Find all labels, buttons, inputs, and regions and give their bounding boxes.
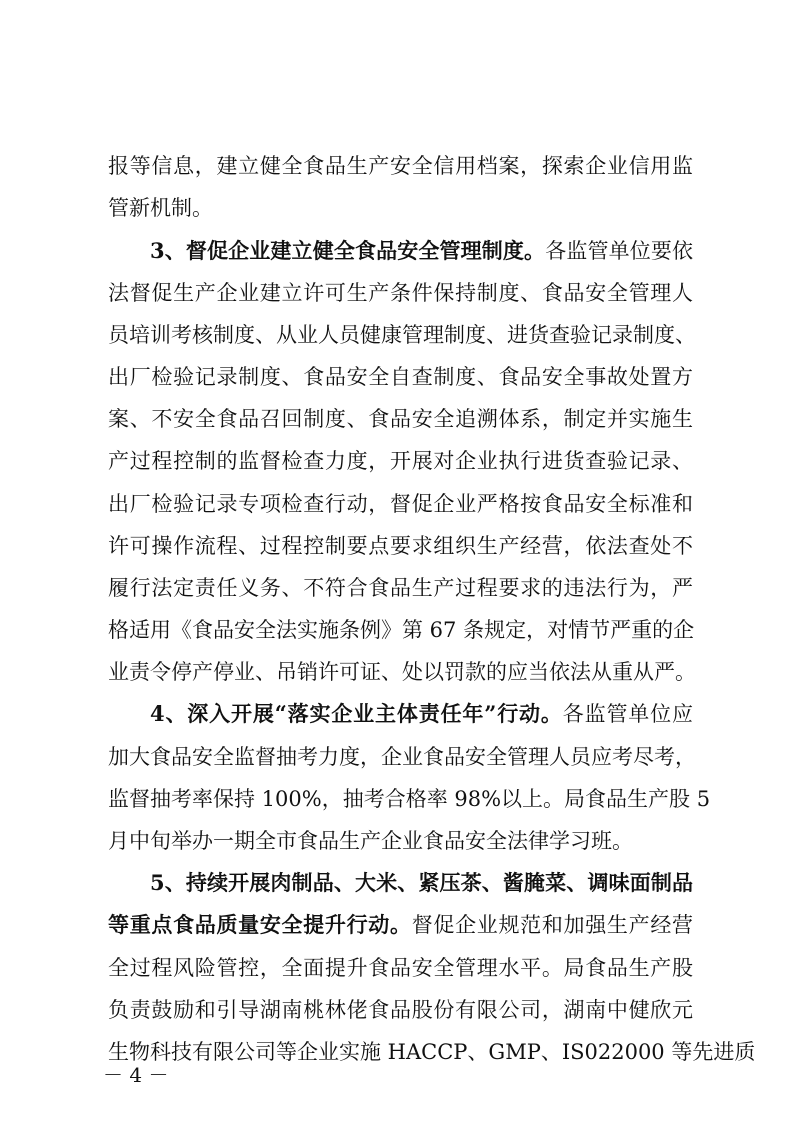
text-line: 月中旬举办一期全市食品生产企业食品安全法律学习班。 xyxy=(108,829,633,853)
section-4-heading-line: 4、深入开展“落实企业主体责任年”行动。各监管单位应 xyxy=(150,701,693,726)
text-line: 全过程风险管控，全面提升食品安全管理水平。局食品生产股 xyxy=(108,956,693,980)
text-line: 履行法定责任义务、不符合食品生产过程要求的违法行为，严 xyxy=(108,576,693,600)
section-3-heading: 3、督促企业建立健全食品安全管理制度。 xyxy=(150,238,546,263)
text-line: 管新机制。 xyxy=(108,196,213,220)
text-line: 负责鼓励和引导湖南桃林佬食品股份有限公司，湖南中健欣元 xyxy=(108,998,693,1022)
text-line: 许可操作流程、过程控制要点要求组织生产经营，依法查处不 xyxy=(108,534,693,558)
text-line: 案、不安全食品召回制度、食品安全追溯体系，制定并实施生 xyxy=(108,407,693,431)
section-5-heading-line-2: 等重点食品质量安全提升行动。督促企业规范和加强生产经营 xyxy=(108,912,694,937)
text-line: 监督抽考率保持 100%，抽考合格率 98%以上。局食品生产股 5 xyxy=(108,787,711,811)
page-number: － 4 － xyxy=(103,1063,169,1087)
text-line: 业责令停产停业、吊销许可证、处以罚款的应当依法从重从严。 xyxy=(108,660,696,684)
section-3-heading-line: 3、督促企业建立健全食品安全管理制度。各监管单位要依 xyxy=(150,238,693,263)
text-line: 加大食品安全监督抽考力度，企业食品安全管理人员应考尽考， xyxy=(108,745,696,769)
text-line: 出厂检验记录制度、食品安全自查制度、食品安全事故处置方 xyxy=(108,365,693,389)
text-line: 格适用《食品安全法实施条例》第 67 条规定，对情节严重的企 xyxy=(108,618,695,642)
text-line: 报等信息，建立健全食品生产安全信用档案，探索企业信用监 xyxy=(108,154,693,178)
text-line: 出厂检验记录专项检查行动，督促企业严格按食品安全标准和 xyxy=(108,492,693,516)
section-5-heading-line xyxy=(150,868,693,898)
section-4-heading: 4、深入开展“落实企业主体责任年”行动。 xyxy=(150,701,563,726)
text-line: 员培训考核制度、从业人员健康管理制度、进货查验记录制度、 xyxy=(108,323,696,347)
text-line: 产过程控制的监督检查力度，开展对企业执行进货查验记录、 xyxy=(108,449,693,473)
text-line: 法督促生产企业建立许可生产条件保持制度、食品安全管理人 xyxy=(108,281,693,305)
text-line: 生物科技有限公司等企业实施 HACCP、GMP、IS022000 等先进质 xyxy=(108,1040,756,1064)
section-5-heading-continued: 等重点食品质量安全提升行动。 xyxy=(108,912,412,937)
section-5-heading: 5、持续开展肉制品、大米、紧压茶、酱腌菜、调味面制品 xyxy=(150,870,693,895)
